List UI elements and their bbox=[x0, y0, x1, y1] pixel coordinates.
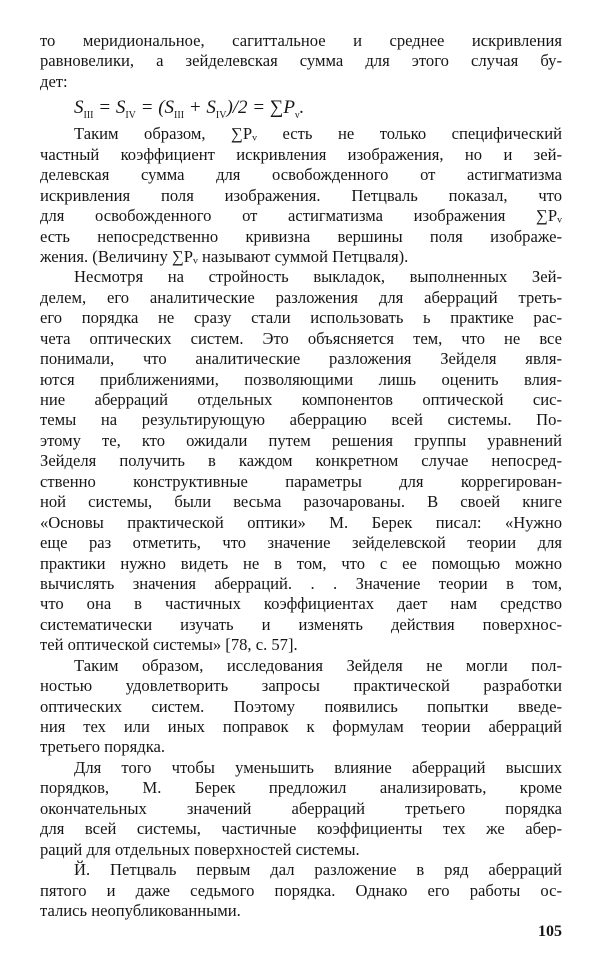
text-line: что она в частичных коэффициентах дает нам средство bbox=[40, 594, 562, 614]
text-line: порядков, М. Берек предложил анализировать, кроме bbox=[40, 778, 562, 798]
text-line: дет: bbox=[40, 71, 68, 91]
paragraph bbox=[40, 758, 562, 860]
formula: $S_{III} = S_{IV} = (S_{III} + S_{IV})/2 = \sum P_\nu$. bbox=[74, 97, 305, 122]
text-line: понимали, что аналитические разложения Зейделя явля- bbox=[40, 349, 562, 369]
text-line: Таким образом, ∑Pᵥ есть не только специфический bbox=[74, 124, 562, 144]
text-line: еще раз отметить, что значение зейделевской теории для bbox=[40, 533, 562, 553]
text-line: частный коэффициент искривления изображения, но и зей- bbox=[40, 144, 562, 164]
text-line: ной системы, были весьма разочарованы. В своей книге bbox=[40, 492, 562, 512]
text-line: для освобожденного от астигматизма изображения ∑Pᵥ bbox=[40, 206, 562, 226]
text-line: «Основы практической оптики» М. Берек писал: «Нужно bbox=[40, 512, 562, 532]
text-line: практики нужно видеть не в том, что с ее помощью можно bbox=[40, 553, 562, 573]
text-line: окончательных значений аберраций третьего порядка bbox=[40, 798, 562, 818]
text-line: искривления поля изображения. Петцваль показал, что bbox=[40, 185, 562, 205]
paragraph bbox=[40, 267, 562, 655]
text-line: оптических систем. Поэтому появились попытки введе- bbox=[40, 696, 562, 716]
text-line: этому те, кто ожидали путем решения группы уравнений bbox=[40, 430, 562, 450]
text-line: чета оптических систем. Это объясняется тем, что не все bbox=[40, 328, 562, 348]
text-line: равновелики, а зейделевская сумма для этого случая бу- bbox=[40, 51, 562, 71]
text-line: тей оптической системы» [78, с. 57]. bbox=[40, 635, 298, 655]
text-line: темы на результирующую аберрацию всей системы. По- bbox=[40, 410, 562, 430]
text-line: ния тех или иных поправок к формулам теории аберраций bbox=[40, 717, 562, 736]
paragraph bbox=[40, 124, 562, 267]
text-line: Для того чтобы уменьшить влияние аберраций высших bbox=[74, 757, 562, 777]
text-line: пятого и даже седьмого порядка. Однако его работы ос- bbox=[40, 880, 562, 900]
text-line: Несмотря на стройность выкладок, выполненных Зей- bbox=[74, 267, 562, 287]
paragraph bbox=[40, 860, 562, 921]
text-line: третьего порядка. bbox=[40, 737, 166, 757]
text-line: тались неопубликованными. bbox=[40, 900, 241, 920]
text-line: ние аберраций отдельных компонентов оптической сис- bbox=[40, 390, 562, 409]
page-number: 105 bbox=[538, 923, 562, 940]
text-line: Зейделя получить в каждом конкретном случае непосред- bbox=[40, 451, 562, 471]
text-line: систематически изучать и изменять действия поверхнос- bbox=[40, 614, 562, 634]
text-line: для всей системы, частичные коэффициенты тех же абер- bbox=[40, 819, 562, 839]
text-line: раций для отдельных поверхностей системы. bbox=[40, 839, 360, 859]
text-line: то меридиональное, сагиттальное и среднее искривления bbox=[40, 31, 562, 50]
text-line: Таким образом, исследования Зейделя не могли пол- bbox=[74, 655, 562, 675]
paragraph bbox=[40, 31, 562, 92]
text-line: жения. (Величину ∑Pᵥ называют суммой Петцваля). bbox=[40, 246, 409, 266]
text-line: вычислять значения аберраций. . . Значение теории в том, bbox=[40, 573, 562, 593]
text-line: ются приближениями, позволяющими лишь оценить влия- bbox=[40, 369, 562, 389]
text-line: делевская сумма для освобожденного от астигматизма bbox=[40, 165, 562, 185]
text-line: его порядка не сразу стали использовать ь практике рас- bbox=[40, 308, 562, 328]
text-line: ностью удовлетворить запросы практической разработки bbox=[40, 676, 562, 696]
text-line: ственно конструктивные параметры для коррегирован- bbox=[40, 471, 562, 491]
paragraph bbox=[40, 656, 562, 758]
page-body bbox=[40, 31, 562, 921]
text-line: есть непосредственно кривизна вершины поля изображе- bbox=[40, 226, 562, 246]
text-line: делем, его аналитические разложения для аберраций треть- bbox=[40, 287, 562, 307]
text-line: Й. Петцваль первым дал разложение в ряд аберраций bbox=[74, 860, 562, 880]
